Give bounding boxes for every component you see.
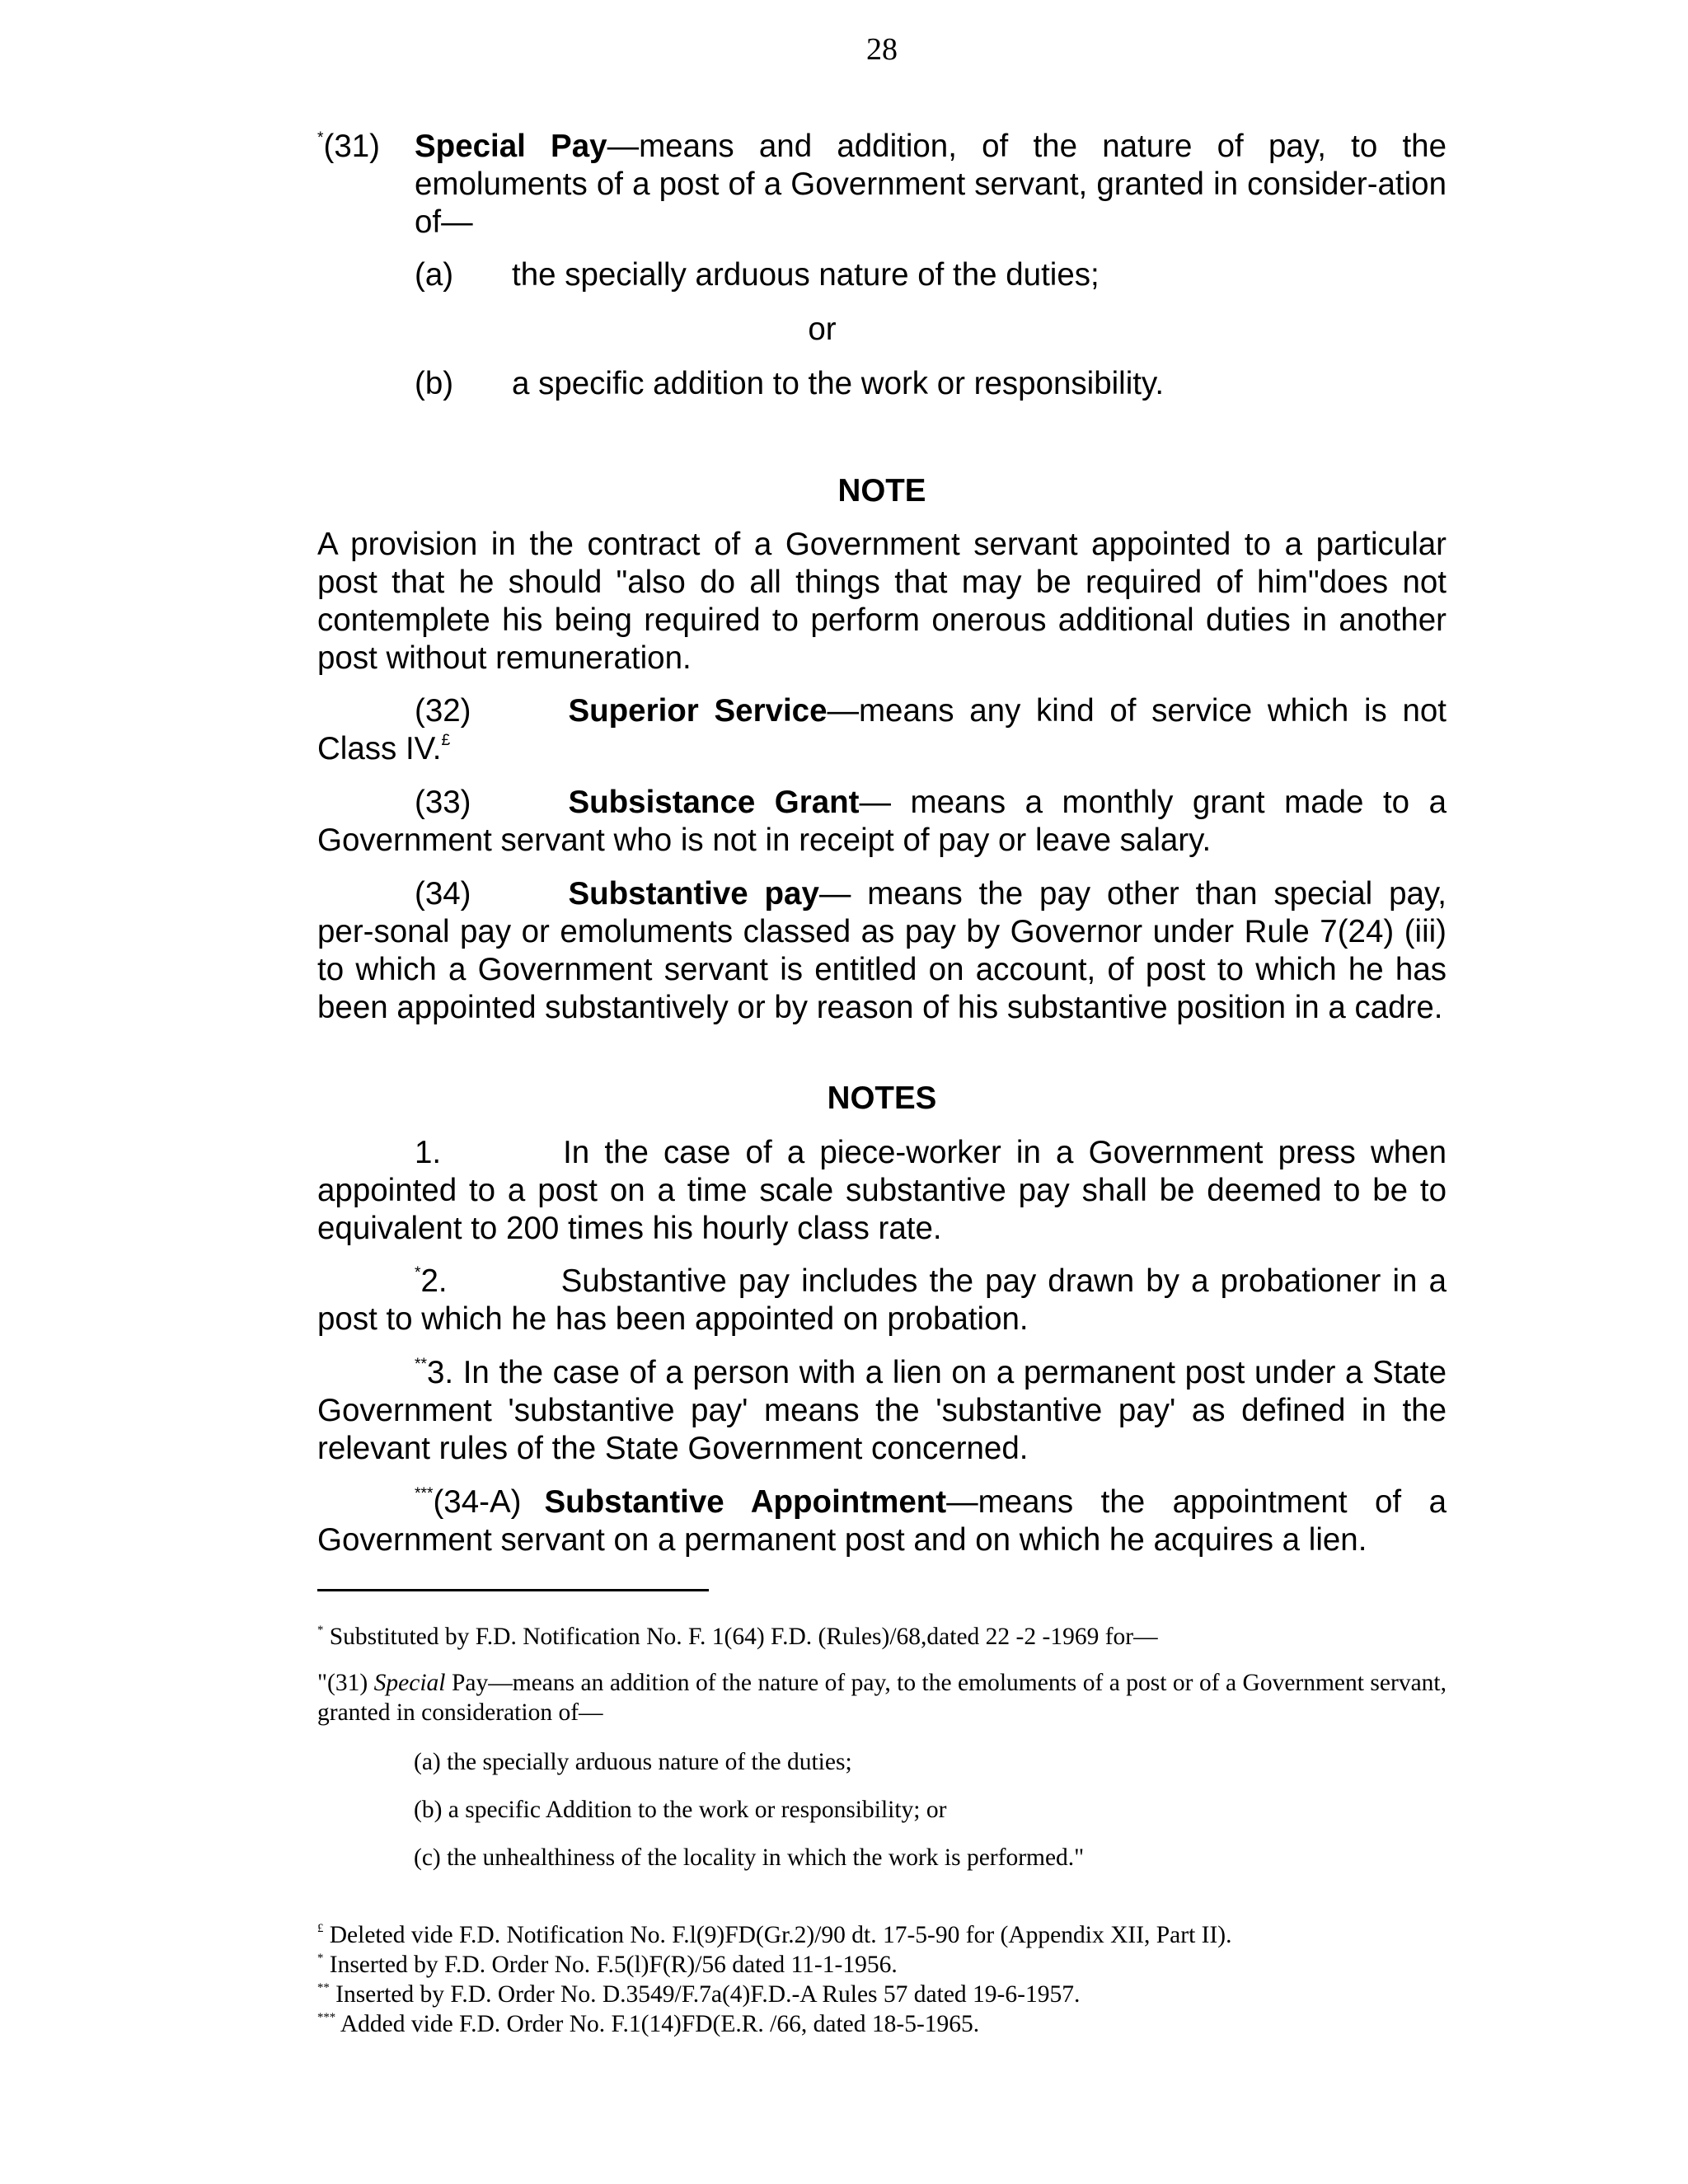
footnote-1-clause-a: (a) the specially arduous nature of the duties; — [414, 1749, 852, 1775]
document-page: 28 *(31) Special Pay—means and addition, of the nature of pay, to the emoluments of a post of a Government servant, granted in consider-ation of— (a) the specially arduous nature of the duties; or (b) a specific addition to the work or responsibility. NOTE A provision in the contract of a Government servant appointed to a particular post that he should "also do all things that may be required of him"does not contemplete his being required to perform onerous additional duties in another post without remuneration. (32) Superior Service—means any kind of service which is not Class IV.£ (33) Subsistance Grant— means a monthly grant made to a Government servant who is not in receipt of pay or leave salary. (34) Substantive pay— means the pay other than special pay, per-sonal pay or emoluments classed as pay by Governor under Rule 7(24) (iii) to which a Government servant is entitled on account, of post to which he has been appointed substantively or by reason of his substantive position in a cadre. NOTES 1. In the case of a piece-worker in a Government press when appointed to a post on a time scale substantive pay shall be deemed to be to equivalent to 200 times his hourly class rate. *2. Substantive pay includes the pay drawn by a probationer in a post to which he has been appointed on probation. **3. In the case of a person with a lien on a permanent post under a State Government 'substantive pay' means the 'substantive pay' as defined in the relevant rules of the State Government concerned. ***(34-A) Substantive Appointment—means the appointment of a Government servant on a permanent post and on which he acquires a lien. * Substituted by F.D. Notification No. F. 1(64) F.D. (Rules)/68,dated 22 -2 -1969 for— "(31) Special Pay—means an addition of the nature of pay, to the emoluments of a post or of a Government servant, granted in consideration of— (a) the specially arduous nature of the duties; (b) a specific Addition to the work or responsibility; or (c) the unhealthiness of the locality in which the work is performed." £ Deleted vide F.D. Notification No. F.l(9)FD(Gr.2)/90 dt. 17-5-90 for (Appendix XII, Part II). * Inserted by F.D. Order No. F.5(l)F(R)/56 dated 11-1-1956. ** Inserted by F.D. Order No. D.3549/F.7a(4)F.D.-A Rules 57 dated 19-6-1957. *** Added vide F.D. Order No. F.1(14)FD(E.R. /66, dated 18-5-1965. — [0, 0, 1688, 2184]
rule-34a-term: Substantive Appointment — [544, 1484, 947, 1520]
notes-heading: NOTES — [827, 1080, 937, 1116]
note-3-mark: ** — [415, 1356, 427, 1374]
footnote-2: £ Deleted vide F.D. Notification No. F.l(9)FD(Gr.2)/90 dt. 17-5-90 for (Appendix XII, Part II). — [317, 1921, 1232, 1948]
note-2: *2. Substantive pay includes the pay drawn by a probationer in a post to which he has been appointed on probation. — [317, 1263, 1447, 1337]
note-3: **3. In the case of a person with a lien on a permanent post under a State Government 'substantive pay' means the 'substantive pay' as defined in the relevant rules of the State Government concerned. — [317, 1355, 1447, 1466]
note-heading: NOTE — [837, 473, 926, 509]
footnote-1-quote: "(31) Special Pay—means an addition of the nature of pay, to the emoluments of a post or of a Government servant, granted in consideration of— — [317, 1670, 1447, 1726]
rule-31-text: Special Pay—means and addition, of the nature of pay, to the emoluments of a post of a Government servant, granted in consider-ation of— — [415, 129, 1447, 240]
footnote-1-clause-b: (b) a specific Addition to the work or responsibility; or — [414, 1797, 947, 1823]
rule-31 — [317, 128, 1447, 241]
rule-34: (34) Substantive pay— means the pay other than special pay, per-sonal pay or emoluments classed as pay by Governor under Rule 7(24) (iii) to which a Government servant is entitled on account, of post to which he has been appointed substantively or by reason of his substantive position in a cadre. — [317, 876, 1447, 1025]
rule-34a: ***(34-A) Substantive Appointment—means the appointment of a Government servant on a permanent post and on which he acquires a lien. — [317, 1484, 1447, 1558]
footnote-1-clause-c: (c) the unhealthiness of the locality in which the work is performed." — [414, 1844, 1085, 1871]
rule-34a-mark: *** — [415, 1485, 434, 1503]
footnote-3: * Inserted by F.D. Order No. F.5(l)F(R)/56 dated 11-1-1956. — [317, 1951, 898, 1978]
footnote-divider — [317, 1589, 709, 1591]
rule-33: (33) Subsistance Grant— means a monthly grant made to a Government servant who is not in receipt of pay or leave salary. — [317, 785, 1447, 858]
rule-32: (32) Superior Service—means any kind of service which is not Class IV.£ — [317, 693, 1447, 766]
page-number: 28 — [866, 32, 898, 67]
note-text: A provision in the contract of a Government servant appointed to a particular post that he should "also do all things that may be required of him"does not contemplete his being required to perform onerous additional duties in another post without remuneration. — [317, 527, 1447, 676]
rule-32-mark: £ — [441, 732, 451, 750]
rule-31-mark: * — [317, 129, 324, 148]
rule-31-term: Special Pay — [415, 129, 607, 164]
rule-31-or: or — [808, 312, 837, 347]
note-1: 1. In the case of a piece-worker in a Government press when appointed to a post on a time scale substantive pay shall be deemed to be to equivalent to 200 times his hourly class rate. — [317, 1135, 1447, 1246]
footnote-4: ** Inserted by F.D. Order No. D.3549/F.7a(4)F.D.-A Rules 57 dated 19-6-1957. — [317, 1980, 1081, 2008]
rule-31-number: *(31) — [317, 129, 380, 164]
footnote-5: *** Added vide F.D. Order No. F.1(14)FD(E.R. /66, dated 18-5-1965. — [317, 2010, 980, 2037]
rule-32-term: Superior Service — [568, 693, 828, 729]
rule-34-term: Substantive pay — [568, 876, 819, 912]
footnote-1: * Substituted by F.D. Notification No. F. 1(64) F.D. (Rules)/68,dated 22 -2 -1969 for— — [317, 1623, 1158, 1650]
rule-33-term: Subsistance Grant — [568, 785, 860, 820]
note-2-mark: * — [415, 1264, 421, 1282]
